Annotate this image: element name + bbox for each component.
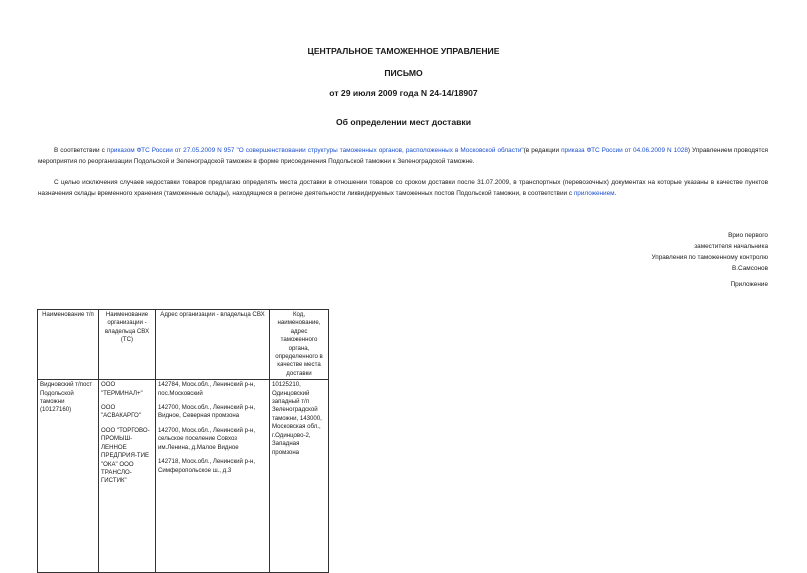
- document-type: ПИСЬМО: [384, 68, 423, 78]
- organization-title: ЦЕНТРАЛЬНОЕ ТАМОЖЕННОЕ УПРАВЛЕНИЕ: [307, 46, 500, 56]
- organization-name: ООО "АСВАКАРГО": [101, 404, 141, 420]
- organization-address: 142700, Моск.обл., Ленинский р-н, сельское поселение Совхоз им.Ленина, д.Малое Видное: [158, 426, 256, 451]
- appendix-label: Приложение: [730, 281, 768, 288]
- paragraph-1-text-b: (в редакции: [523, 147, 562, 154]
- addresses-cell: [156, 380, 270, 573]
- order-1028-link[interactable]: приказа ФТС России от 04.06.2009 N 1028: [561, 147, 688, 154]
- column-header: Код, наименование, адрес таможенного органа, определенного в качестве места доставки: [270, 310, 329, 380]
- organization-name: ООО "ТОРГОВО-ПРОМЫШ-ЛЕННОЕ ПРЕДПРИЯ-ТИЕ "ОКА" ООО ТРАНСЛО-ГИСТИК": [101, 426, 150, 485]
- paragraph-1: [38, 145, 768, 167]
- appendix-link[interactable]: приложением: [573, 190, 615, 197]
- organization-address: 142784, Моск.обл., Ленинский р-н, пос.Московский: [158, 381, 256, 397]
- organization-address: 142718, Моск.обл., Ленинский р-н, Симферопольское ш., д.3: [158, 458, 256, 474]
- column-header: Наименование т/п: [38, 310, 99, 380]
- signature-line-2: заместителя начальника: [694, 243, 768, 250]
- document-date-number: от 29 июля 2009 года N 24-14/18907: [329, 88, 478, 98]
- order-957-link[interactable]: приказом ФТС России от 27.05.2009 N 957 "О совершенствовании структуры таможенных органов, расположенных в Московской области": [106, 147, 524, 154]
- organization-name: ООО "ТЕРМИНАЛ+": [101, 381, 143, 397]
- signature-line-3: Управления по таможенному контролю: [651, 254, 768, 261]
- destination-cell: 10125210, Одинцовский западный т/п Зеленоградской таможни, 143000, Московская обл., г.Одинцово-2, Западная промзона: [270, 380, 329, 573]
- column-header: Адрес организации - владельца СВХ: [156, 310, 270, 380]
- customs-post-cell: Видновский т/пост Подольской таможни (10127160): [38, 380, 99, 573]
- paragraph-1-text-c: ) Управлением проводятся мероприятия по реорганизации Подольской и Зеленоградской таможен в форме присоединения Подольской таможни к Зеленоградской таможне.: [38, 147, 768, 165]
- paragraph-1-text-a: В соответствии с: [54, 147, 107, 154]
- paragraph-2: [38, 177, 768, 199]
- organization-address: 142700, Моск.обл., Ленинский р-н, Видное, Северная промзона: [158, 404, 256, 420]
- paragraph-2-text-b: .: [614, 190, 617, 197]
- table-row: [38, 380, 329, 573]
- organizations-cell: [99, 380, 156, 573]
- delivery-places-table: [37, 309, 329, 573]
- paragraph-2-text-a: С целью исключения случаев недоставки товаров предлагаю определять места доставки в отношении товаров со сроком доставки после 31.07.2009, в транспортных (перевозочных) документах на которые указаны в качестве пунктов назначения склады временного хранения (таможенные склады), находящиеся в регионе деятельности ликвидируемых таможенных постов Подольской таможни, в соответствии с: [38, 179, 768, 197]
- column-header: Наименование организации - владельца СВХ (ТС): [99, 310, 156, 380]
- table-header-row: [38, 310, 329, 380]
- signature-name: В.Самсонов: [732, 265, 768, 272]
- signature-line-1: Врио первого: [728, 232, 768, 239]
- document-subject: Об определении мест доставки: [336, 117, 471, 127]
- signature-block: [651, 230, 768, 274]
